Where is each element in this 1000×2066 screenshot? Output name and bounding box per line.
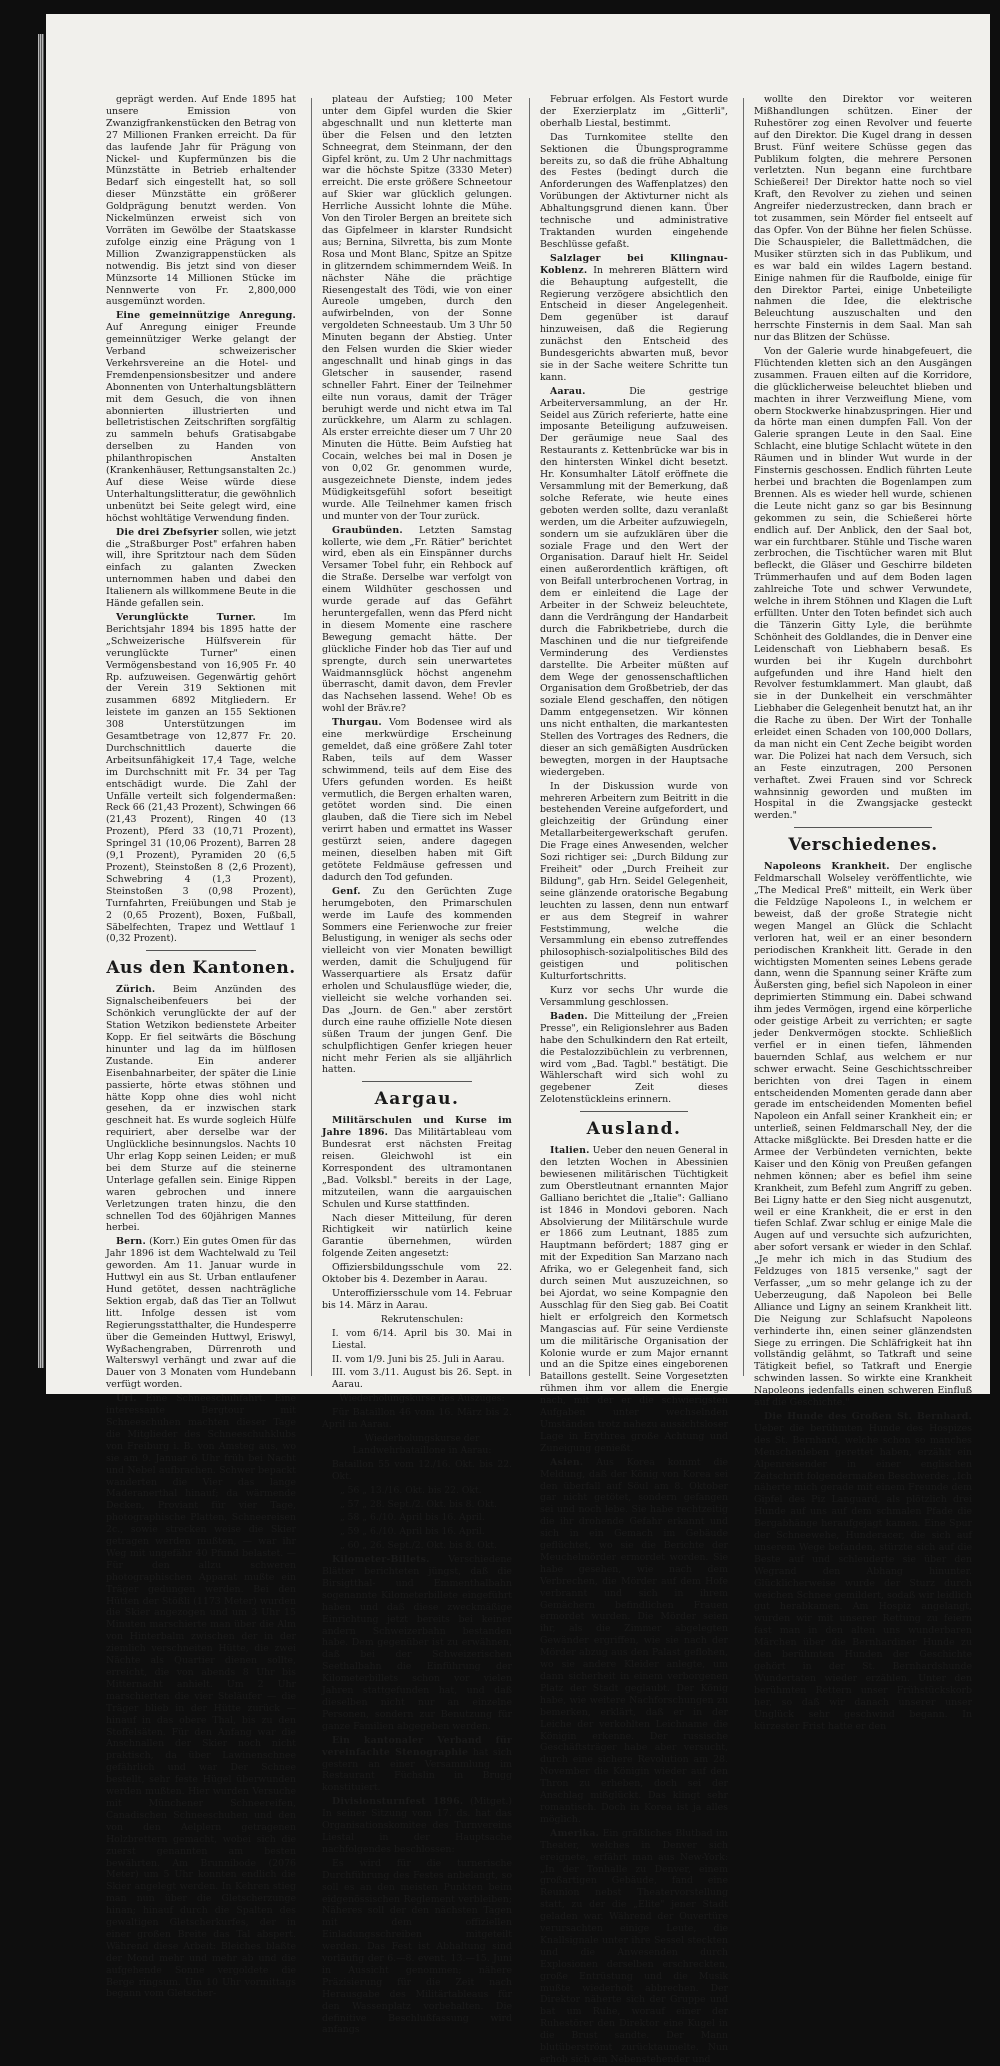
paragraph xyxy=(540,1011,728,1106)
column-rule xyxy=(311,98,312,1376)
article-heading: Bern. xyxy=(116,1236,146,1248)
list-item: Bataillon 55 vom 12./16. Okt. bis 22. Okt. xyxy=(332,1458,512,1482)
article-text: Ueber den neuen General in den letzten Wochen in Abessinien bewiesenen militärischen Tüchtigkeit zum Oberstleutnant ernannten Major Galliano berichtet die „Italie": Galliano ist 1846 in Mondovi geboren. Nach Absolvierung der Militärschule wurde er 1866 zum Leutnant, 1885 zum Hauptmann befördert; 1887 ging er mit der Expedition San Marzano nach Afrika, wo er Gelegenheit fand, sich durch seinen Mut auszuzeichnen, so bei Ajordat, wo seine Kompagnie den Ausschlag für den Sieg gab. Bei Coatit hielt er erfolgreich den Kormetsch Mangascias auf. Für seine Verdienste um die militärische Organisation der Kolonie wurde er zum Major ernannt und an die Spitze eines eingeborenen Bataillons gestellt. Seine Vorgesetzten rühmen ihm vor allem die Energie nach, mit der er die schwierigsten Aufgaben unter wechselnden Umständen trotz nahezu aussichtsloser Lage in Erythrea große Achtung und Zuneigung genießt. xyxy=(540,1145,728,1454)
article-text: Ein gräßliches Blutbad im Theater, welches in Denver sich ereignete, erfährt man aus New-York: „In der Tonhalle zu Denver, einem großartigen Gebäude, fand eine Reunion nebst Theatervorstellung statt, zu der die „Elite" jener Stadt geladen war. Während der Ouvertüre verursachten einige Leute, die Knallsignale unter ihre Sessel steckten und die Anwesenden durch Explosionen derselben erschreckten, große Entrüstung und die Musik mußte wiederholt abbrechen. Der Direktor näherte sich der Gruppe und bat um Ruhe, worauf einer der Ruhestörer den Direktor eine Kugel in die Brust sandte. Der Mann blutüberströmt zurücktaumelte. Nun erhob sich ein Nebenstehender und xyxy=(540,1827,728,2065)
separator xyxy=(580,1111,688,1112)
list-item: „ 56 „ 13./16. Okt. bis 22. Okt. xyxy=(340,1484,482,1496)
column-rule xyxy=(529,98,530,1376)
paragraph xyxy=(106,310,296,524)
list-item: III. vom 3./11. August bis 26. Sept. in Aarau. xyxy=(332,1367,512,1391)
paragraph: Für Bataillon 46 vom 16. März bis 2. April in Aarau. xyxy=(322,1407,512,1431)
article-heading: Eine gemeinnützige Anregung. xyxy=(116,310,296,322)
article-text: (Mitget.) In seiner Sitzung vom 17. ds. hat das Organisationskomitee des Turnvereins Liestal in der Hauptsache nachfolgendes beschlossen: xyxy=(322,1796,512,1855)
list-item: „ 59 „ 6./10. April bis 16. April. xyxy=(340,1526,485,1538)
article-heading: Genf. xyxy=(332,885,361,897)
article-text: Die Mitteilung der „Freien Presse", ein Religionslehrer aus Baden habe den Schulkindern den Rat erteilt, die Pestalozzibüchlein zu verbrennen, wird vom „Bad. Tagbl." bestätigt. Die Wählerschaft wird sich wohl zu gegebener Zeit dieses Zelotenstückleins erinnern. xyxy=(540,1010,728,1106)
article-text: Eine Schneeschuhfahrt. Eine interessante Bergtour mit Schneeschuhen machten dieser Tage die Mitglieder des Schneeschuhklubs von Freiburg i. B. von Amsteg aus, wo sie am 9. Januar 6 Uhr früh bei Nacht und Nebel aufbrachen. Schwer bepackt wanderten die Vier das lange Maderanerthal hinauf; da wärmende Decken, Proviant für vier Tage, photographische Platten, Schneereisen 2c., sowie strecken weise die Skier getragen werden mußten, — war ihr Weg mit ungefähr 40 Pfund belastet. — Für den allzu schweren photographischen Apparat mußte ein Träger gedungen werden. Bei den Hütten der Stößli (1173 Meter) wurden die Skier angezogen und um 3 Uhr 15 Minuten marschierte man über die Alm von Hinterbalm zwischen der in der ziemlich verschneiten Hütte, die zwei Nächte als Quartier dienen sollte, erreicht, die von abends 8 Uhr bis Mitternacht anhielt. Um 2 Uhr marschierten die vier Steläufer — die Träger blieb in der Hütte zurück — hinauf in das obere Thal, bis zu den Stoffelsäten. Für den Anfang war die Anschnallen der Skier noch nicht praktisch, da über Lawinenschnee gefährlich und war Der Schnee bestellt, sehr feste Hügel überwunden werden mußten. Hier wurden Versuche mit Münchener Schneereifen, Canadischen Schneeschuhen und den von den Aelplern getragenen Holzbrettern gemacht, wobei sich die zuerst genannten am besten bewährten. Am Brunnibode (2076 Meter) um 5 Uhr konnten endlich die Skier angelegt werden. In Kehren stieg man nun über die Gletscherzunge hinan; hinauf durch die Spalten des gewaltigen Gletscherkurfes, der in einer großen Breite das Tal abspert. Während diese Arbeit: Bleiches blaßte der Mond mehr und mehr ab und die aufgehende Sonne vergoldete die Berge ringsum. Um 10 Uhr vormittags begann vom Gletscher- xyxy=(106,1393,296,2000)
separator xyxy=(362,1081,472,1082)
paragraph: Februar erfolgen. Als Festort wurde der Exerzierplatz im „Gitterli", oberhalb Liestal, bestimmt. xyxy=(540,94,728,129)
list-item: „ 60 „ 26. Sept./2. Okt. bis 8. Okt. xyxy=(340,1540,497,1552)
paragraph xyxy=(106,1393,296,2000)
article-text: Das Militärtableau vom Bundesrat erst nächsten Freitag reisen. Gleichwohl ist ein Korrespondent des ultramontanen „Bad. Volksbl." bereits in der Lage, mitzuteilen, wann die aargauischen Schulen und Kurse stattfinden. xyxy=(322,1127,512,1210)
list-heading: Rekrutenschulen: xyxy=(380,1313,464,1325)
paragraph xyxy=(754,861,972,1409)
article-text: In mehreren Blättern wird die Behauptung aufgestellt, die Regierung verzögere absichtlich den Entscheid in dieser Angelegenheit. Dem gegenüber ist darauf hinzuweisen, daß die Regierung zunächst den Entscheid des Bundesgerichts abwarten muß, bevor sie in der Sache weitere Schritte tun kann. xyxy=(540,264,728,383)
article-text: hat sich gestern an einer Versammlung im Restaurant Füchslin in Brugg konstituiert. xyxy=(322,1746,512,1794)
section-heading-ausland: Ausland. xyxy=(586,1119,682,1140)
article-heading: Napoleons Krankheit. xyxy=(764,861,890,873)
paragraph xyxy=(106,1236,296,1391)
article-heading: Aarau. xyxy=(550,385,586,397)
list-heading: Wiederholungskurse des Auszuges: xyxy=(339,1393,505,1405)
paragraph xyxy=(322,717,512,884)
article-text: (Korr.) Ein gutes Omen für das Jahr 1896 ist dem Wachtelwald zu Teil geworden. Am 11. Januar wurde in Huttwyl ein aus St. Urban entlaufener Hund getötet, dessen nachträgliche Sektion ergab, daß das Tier an Tollwut litt. Infolge dessen ist vom Regierungsstatthalter, die Hundesperre über die Gemeinden Huttwyl, Eriswyl, Wyßachengraben, Dürrenroth und Walterswyl verhängt und zwar auf die Dauer von 3 Monaten vom Hundebann verfügt worden. xyxy=(106,1236,297,1391)
article-heading: Baden. xyxy=(550,1010,588,1022)
article-heading: Verunglückte Turner. xyxy=(116,611,257,623)
column-4 xyxy=(754,94,973,1732)
article-heading: Die drei Zbefsyrier xyxy=(116,526,219,538)
paragraph xyxy=(322,1735,512,1795)
paragraph: Kurz vor sechs Uhr wurde die Versammlung geschlossen. xyxy=(540,985,728,1008)
list-item: I. vom 6/14. April bis 30. Mai in Liestal. xyxy=(332,1327,512,1351)
paragraph xyxy=(322,1796,512,1856)
paragraph xyxy=(106,984,296,1234)
article-heading: Die Hunde des Großen St. Bernhard. xyxy=(764,1410,972,1422)
list-heading: Wiederholungskurse der Landwehrbataillone in Aarau: xyxy=(352,1432,492,1456)
paragraph xyxy=(322,886,512,1077)
paragraph xyxy=(540,1457,728,1826)
paragraph xyxy=(540,1828,728,2066)
paragraph: Unteroffiziersschule vom 14. Februar bis 14. März in Aarau. xyxy=(322,1288,512,1311)
column-3 xyxy=(540,94,729,2065)
article-heading: Uri. xyxy=(116,1393,137,1405)
article-heading: Ein kantonaler Verband für vereinfachte Stenographie xyxy=(322,1734,512,1758)
paragraph xyxy=(106,527,296,610)
paragraph xyxy=(540,253,728,384)
article-heading: Salzlager bei Kllingnau-Koblenz. xyxy=(540,252,728,276)
column-1 xyxy=(106,94,297,2000)
article-heading: Divisionsturnfest 1896. xyxy=(332,1796,464,1808)
paragraph xyxy=(322,1554,512,1733)
article-text: Die gestrige Arbeiterversammlung, an der Hr. Seidel aus Zürich referierte, hatte eine imposante Beteiligung aufzuweisen. Der geräumige neue Saal des Restaurants z. Kettenbrücke war bis in den hintersten Winkel dicht besetzt. Hr. Konsumhalter Lätolf eröffnete die Versammlung mit der Bemerkung, daß solche Referate, wie heute eines geboten werden sollte, dazu veranlaßt werden, um die Arbeiter aufzuwiegeln, sondern um sie aufzuklären über die soziale Frage und den Wert der Organisation. Darauf hielt Hr. Seidel einen außerordentlich kräftigen, oft von Beifall unterbrochenen Vortrag, in dem er einleitend die Lage der Arbeiter in der Schweiz beleuchtete, dann die Verdrängung der Handarbeit durch die Fabrikbetriebe, durch die Maschinen und die nur tiefgreifende Verminderung des Verdienstes darstellte. Die Arbeiter müßten auf dem Wege der genossenschaftlichen Organisation dem Großbetrieb, der das soziale Elend geschaffen, den nötigen Damm entgegensetzen. Wir können uns nicht enthalten, die markantesten Stellen des Vortrages des Redners, die dieser an sich gemäßigten Ausdrücken bewegten, morgen in der Hauptsache wiedergeben. xyxy=(540,385,728,778)
column-2 xyxy=(322,94,513,2036)
paragraph xyxy=(106,612,296,945)
article-heading: Kilometer-Billets. xyxy=(332,1554,430,1566)
article-heading: Militärschulen und Kurse im Jahre 1896. xyxy=(322,1115,512,1139)
article-text: Verschiedene Blätter berichteten jüngst, daß die Birsigtthal- und Emmenthalbahn sogenannte Kilometerbillete eingeführt haben und daß diese zweckmäßige Einrichtung jetzt bereits bei keiner andern Schweizerbahn bestanden habe. Dem gegenüber ist zu erwähnen, daß bei der Schweizerischen Seethalbahn die Einführung der Kilometerbillets schon vor vielen Jahren stattgefunden hat, und daß dieselben nicht nur an einzelne Personen, sondern zur Benutzung für ganze Familien abgegeben werden. xyxy=(322,1554,512,1732)
list-item: „ 57 „ 28. Sept./2. Okt. bis 8. Okt. xyxy=(340,1498,497,1510)
article-text: Beim Anzünden des Signalscheibenfeuers bei der Schönkich verunglückte der auf der Station Wetzikon bedienstete Arbeiter Kopp. Er fiel seitwärts die Böschung hinunter und lag da im hülflosen Zustande. Ein anderer Eisenbahnarbeiter, der später die Linie passierte, hörte etwas stöhnen und hätte Kopp ohne dies wohl nicht gesehen, da er inzwischen stark geschneit hat. Es wurde sogleich Hülfe requiriert, aber derselbe war der Unglückliche besinnungslos. Nachts 10 Uhr erlag Kopp seinen Leiden; er muß bei dem Sturze auf die steinerne Unterlage gefallen sein. Einige Rippen waren gebrochen und innere Verletzungen traten hinzu, die den schnellen Tod des 60jährigen Mannes herbei. xyxy=(106,984,296,1234)
paragraph xyxy=(322,1115,512,1210)
paragraph: plateau der Aufstieg; 100 Meter unter dem Gipfel wurden die Skier abgeschnallt und nun kletterte man über die Felsen und den letzten Schneegrat, dem Steinmann, der den Gipfel krönt, zu. Um 2 Uhr nachmittags war die höchste Spitze (3330 Meter) erreicht. Die erste größere Schneetour auf Skier war glücklich gelungen. Herrliche Aussicht lohnte die Mühe. Von den Tiroler Bergen an breitete sich das Gipfelmeer in klarster Rundsicht aus; Bernina, Silvretta, bis zum Monte Rosa und Mont Blanc, Spitze an Spitze in glitzerndem schimmerndem Weiß. In nächster Nähe die prächtige Riesengestalt des Tödi, wie von einer Aureole umgeben, durch den aufwirbelnden, von der Sonne vergoldeten Schneestaub. Um 3 Uhr 50 Minuten begann der Abstieg. Unter den Felsen wurden die Skier wieder angeschnallt und hinab gings in das Gletscher in sausender, rasend schneller Fahrt. Einer der Teilnehmer eilte nun voraus, damit der Träger beruhigt werde und nicht etwa im Tal zurückkehre, um Alarm zu schlagen. Als erster erreichte dieser um 7 Uhr 20 Minuten die Hütte. Beim Aufstieg hat Cocain, welches bei mal in Dosen je von 0,02 Gr. genommen wurde, ausgezeichnete Dienste, indem jedes Müdigkeitsgefühl sofort beseitigt wurde. Alle Teilnehmer kamen frisch und munter von der Tour zurück. xyxy=(322,94,512,522)
article-text: Vom Bodensee wird als eine merkwürdige Erscheinung gemeldet, daß eine größere Zahl toter Raben, teils auf dem Wasser schwimmend, teils auf dem Eise des Ufers gefunden worden. Es heißt vermutlich, die Bergen erhalten waren, getötet worden sind. Die einen glauben, daß die Tiere sich im Nebel verirrt haben und ermattet ins Wasser gestürzt seien, andere dagegen meinen, dieselben haben mit Gift getötete Feldmäuse gefressen und dadurch den Tod gefunden. xyxy=(322,717,512,883)
paragraph: wollte den Direktor vor weiteren Mißhandlungen schützen. Einer der Ruhestörer zog einen Revolver und feuerte auf den Direktor. Die Kugel drang in dessen Brust. Fünf weitere Schüsse gegen das Publikum folgten, die mehrere Personen verletzten. Nun begann eine furchtbare Schießerei! Der Direktor hatte noch so viel Kraft, den Revolver zu ziehen und seinen Angreifer niederzustrecken, dann brach er tot zusammen, sein Mörder fiel entseelt auf das Opfer. Von der Bühne her fielen Schüsse. Die Schauspieler, die Ballettmädchen, die Musiker stürzten sich in das Publikum, und es war bald ein wildes Lagern bestand. Einige nahmen für die Raufbolde, einige für den Direktor Partei, einige Unbeteiligte nahmen die Idee, die elektrische Beleuchtung auszuschalten und den herrschte Finsternis in dem Saal. Man sah nur das Blitzen der Schüsse. xyxy=(754,94,972,344)
list-item: „ 58 „ 6./10. April bis 16. April. xyxy=(340,1512,485,1524)
article-text: Der englische Feldmarschall Wolseley veröffentlichte, wie „The Medical Preß" mitteilt, ein Werk über die Feldzüge Napoleons I., in welchem er beweist, daß der große Strategie nicht wegen Mangel an Glück die Schlacht verloren hat, weil er an einer besondern periodischen Krankheit litt. Gerade in den wichtigsten Momenten seines Lebens gerade dann, wenn die Spannung seiner Kräfte zum Äußersten ging, befiel sich Napoleon in einer deprimierten Stimmung ein. Dabei schwand ihm jedes Vermögen, irgend eine körperliche oder geistige Arbeit zu verrichten; er sagte jeder Denkvermögen stockte. Schließlich verfiel er in einen tiefen, lähmenden bauernden Schlaf, aus welchem er nur schwer erwacht. Seine Geschichtsschreiber berichten von drei Tagen in einem entscheidenden Momenten gerade dann aber gerade im entscheidenden Momenten befiel Napoleon ein Anfall seiner Krankheit ein; er unterließ, seinen Feldmarschall Ney, der die Attacke mißglückte. Bei Dresden hatte er die Armee der Verbündeten vernichten, bekte Kaiser und den König von Preußen gefangen nehmen können; aber es befiel ihm seine Krankheit, zum Befehl zum Angriff zu geben. Bei Ligny hatte er den Sieg nicht ausgenutzt, weil er eine Krankheit, die er erst in den tiefen Schlaf. Zwar schlug er einige Male die Augen auf und versuchte sich aufzurichten, aber sofort versank er wieder in den Schlaf. „Je mehr ich mich in das Studium des Feldzuges von 1815 versenke," sagt der Verfasser, „um so mehr gelange ich zu der Ueberzeugung, daß Napoleon bei Belle Alliance und Ligny an seinem Krankheit litt. Die Neigung zur Schlafsucht Napoleons verhinderte ihn, einen seiner glänzendsten Siege zu erringen. Die Schläfrigkeit hat ihn vollständig gelähmt, so Tatkraft und seine Tätigkeit befiel, so Tatkraft und Energie schwinden lassen. So wirkte eine Krankheit Napoleons jedenfalls einen schweren Einfluß auf die Geschichte." xyxy=(754,861,972,1409)
paragraph xyxy=(754,1411,972,1732)
paragraph: geprägt werden. Auf Ende 1895 hat unsere Emission von Zwanzigfrankenstücken den Betrag von 27 Millionen Franken erreicht. Da für das laufende Jahr für Prägung von Nickel- und Kupfermünzen bis die Münzstätte in Betrieb erhaltender Bedarf sich eingestellt hat, so soll dieser Münzstätte ein größerer Goldprägung benutzt werden. Von Nickelmünzen erweist sich von Vorräten im Gewölbe der Staatskasse zufolge einzig eine Prägung von 1 Million Zwanzigrappenstücken als notwendig. Bis jetzt sind von dieser Münzsorte 14 Millionen Stücke im Nennwerte von Fr. 2,800,000 ausgemünzt worden. xyxy=(106,94,296,308)
article-text: Aus Korea kommt die Meldung, daß der König von Korea sei den überfall auf Söul am 8. Oktober gar nicht getötet, sondern gefangen sei und noch lebe. Sie habe rechtzeitig die ihr drohende Gefahr erkannt und sich in ein Gemach im Gebäude geflüchtet, wo sie die Berichte der Meuchelmörder ermordet worden. Sie habe gesehen, wie nach dem Verbrechen, die Mörder auf dem Hofe verbrannt und sich in ihrem Gemächern befindlichen Frauen ermordet wurden. Die Mörder seien ihr, als die Zimmer abgelegten Gewänder ergriffen, wie sie nach der Mörder abzug aus den Palast geflohen, wo sie andere Kleider anlegte, um dann sicherheit in einem verborgenen Platz der Stadt geglaubt. Der König habe, wie weitere Nachforschungen zu bemerken, erklärt, daß er in der Leiche der verkohlten Leichname die Königin erkenne. Der russische Geschäftsträger habe aber versucht, durch eine sichere Revolution am 28. November die Königin wieder auf den Thron zu erheben, doch sei der Anschlag mißglückt. Das klingt sehr romantisch. Doch in Korea ist ja alles möglich. xyxy=(540,1456,729,1825)
newspaper-page xyxy=(46,14,990,2065)
paragraph: Offiziersbildungsschule vom 22. Oktober bis 4. Dezember in Aarau. xyxy=(322,1262,512,1286)
article-text: sollen, wie jetzt die „Straßburger Post" erfahren haben will, ihre Spritztour nach dem Süden einfach zu galanten Zwecken unternommen haben und dabei den Italienern als willkommene Beute in die Hände gefallen sein. xyxy=(106,526,296,610)
paragraph: Das Turnkomitee stellte den Sektionen die Übungsprogramme bereits zu, so daß die frühe Abhaltung des Festes (bedingt durch die Anforderungen des Waffenplatzes) den Vorübungen der Aktivturner nicht als Abhaltungsgrund dienen kann. Über technische und administrative Traktanden wurden eingehende Beschlüsse gefaßt. xyxy=(540,131,728,250)
article-heading: Italien. xyxy=(550,1145,590,1157)
paragraph xyxy=(540,1145,728,1455)
section-heading-verschiedenes: Verschiedenes. xyxy=(788,835,938,856)
article-heading: Asien. xyxy=(550,1456,584,1468)
column-rule xyxy=(743,98,744,1376)
section-heading-aargau: Aargau. xyxy=(374,1089,460,1110)
article-heading: Zürich. xyxy=(116,984,156,996)
paragraph: Nach dieser Mitteilung, für deren Richtigkeit wir natürlich keine Garantie übernehmen, würden folgende Zeiten angesetzt: xyxy=(322,1212,512,1260)
article-heading: Amerika. xyxy=(550,1827,600,1839)
section-heading-kantonen: Aus den Kantonen. xyxy=(106,958,296,979)
separator xyxy=(794,827,932,828)
paragraph xyxy=(540,386,728,779)
article-text: Im Berichtsjahr 1894 bis 1895 hatte der „Schweizerische Hülfsverein für verunglückte Turner" einen Vermögensbestand von 16,905 Fr. 40 Rp. aufzuweisen. Gegenwärtig gehört der Verein 319 Sektionen mit zusammen 6892 Mitgliedern. Er leistete im ganzen an 155 Sektionen 308 Unterstützungen im Gesamtbetrage von 12,877 Fr. 20. Durchschnittlich dauerte die Arbeitsunfähigkeit 17,4 Tage, welche im Durchschnitt mit Fr. 34 per Tag entschädigt wurde. Die Zahl der Unfälle verteilt sich folgendermaßen: Reck 66 (21,43 Prozent), Schwingen 66 (21,43 Prozent), Ringen 40 (13 Prozent), Pferd 33 (10,71 Prozent), Springel 31 (10,06 Prozent), Barren 28 (9,1 Prozent), Pyramiden 20 (6,5 Prozent), Steinstoßen 8 (2,6 Prozent), Schwebring 4 (1,3 Prozent), Steinstoßen 3 (0,98 Prozent), Turnfahrten, Freiübungen und Stab je 2 (0,65 Prozent), Boxen, Fußball, Säbelfechten, Trapez und Wettlauf 1 (0,32 Prozent). xyxy=(106,611,296,945)
article-text: Letzten Samstag kollerte, wie dem „Fr. Rätier" berichtet wird, eben als ein Einspänner durchs Versamer Tobel fuhr, ein Rehbock auf die Straße. Derselbe war verfolgt von einem Wildhüter geschossen und wurde gerade auf das Gefährt heruntergefallen, wenn das Pferd nicht in diesem Momente eine raschere Bewegung gemacht hätte. Der glückliche Finder hob das Tier auf und sprengte, durch sein unerwartetes Waidmannsglück höchst angenehm überrascht, damit davon, dem Frevler das Nachsehen lassend. Wehe! Ob es wohl der Bräv.re? xyxy=(322,524,513,715)
article-text: Auf Anregung einiger Freunde gemeinnütziger Werke gelangt der Verband schweizerischer Verkehrsvereine an die Hotel- und Fremdenpensionsbesitzer und andere Abonnenten von Unterhaltungsblättern mit dem Gesuch, die von ihnen abonnierten illustrierten und belletristischen Zeitschriften sorgfältig zu sammeln behufs Gratisabgabe derselben zu Handen von philanthropischen Anstalten (Krankenhäuser, Rettungsanstalten 2c.) Auf diese Weise würde diese Unterhaltungslitteratur, die gewöhnlich unbenützt bei Seite gelegt wird, eine höchst wohltätige Verwendung finden. xyxy=(106,322,296,524)
article-heading: Thurgau. xyxy=(332,717,382,729)
paragraph: In der Diskussion wurde von mehreren Arbeitern zum Beitritt in die bestehenden Vereine aufgefordert, und gleichzeitig der Gründung einer Metallarbeitergewerkschaft gerufen. Die Frage eines Anwesenden, welcher Sozi richtiger sei: „Durch Bildung zur Freiheit" oder „Durch Freiheit zur Bildung", gab Hrn. Seidel Gelegenheit, seine glänzende oratorische Begabung leuchten zu lassen, denn nun entwarf er aus dem Stegreif in wahrer Feststimmung, welche die Versammlung ein ebenso zutreffendes philosophisch-sozialpolitisches Bild des geistigen und politischen Kulturfortschritts. xyxy=(540,780,728,983)
paragraph: Es wird für die turnerische Durchführung des Festes anbelangt, so soll es an den meisten Punkten beim eidgenössischen Reglement verbleiben; Näheres soll der den nächsten Tagen mit dem offiziellen Einladungsschreiben mitgeteilt werden. Das Fest ist Abhaltung sind vorläufig der 6.—8. event. 13.—15. Juni in Aussicht genommen; nähere Präzisierung für die Zeit nach Herausgabe des Militärtableaus für den Wassenplatz vorbehalten. Die definitive Beschlußfassung wird anfangs xyxy=(322,1857,512,2036)
article-text: Zu den Gerüchten Zuge herumgeboten, den Primarschulen werde im Laufe des kommenden Sommers eine Ferienwoche zur freier Belustigung, in weniger als sechs oder vielleicht von vier Monaten bewilligt werden, damit die Schuljugend für Wasserquartiere als Ersatz dafür erholen und Schulausflüge wieder, die, vielleicht sie welche vorhanden sei. Das „Journ. de Gen." aber zerstört durch eine rauhe offizielle Note diesen süßen Traum der jungen Genf. Die schulpflichtigen Genfer kriegen heuer nicht mehr Ferien als sie alljährlich hatten. xyxy=(322,885,512,1076)
article-text: Ueber die berühmten Hunde des Hospizes des St. Bernhard, welche schon so manches Menschenleben gerettet haben, erzählt ein Alpenreisender in einer englischen Zeitschrift folgendermaßen Beschwerde: „Ich näherte mich gerade mit einem Freunde dem Gipfel des Piz Languard, als plötzlich drei Hunde auf uns auf dem schmalen Pfade die Bergabhänge heraufgejagt kamen. Eine Spur der Schneewehe, Hunderacer, die sich auf unserem Wege befanden, stürzte sich auf die Beste auf und schleuderte sie über den Wegrand den Abhang hinunter. Glücklicherweise wurde der Sturz durch weichen Schnee gemildert, sodaß wir leidlich gut herabkamen. Am Hospiz angelangt, wurden wir mit unserer Rettung zu feiern fast man in den alten uns wunderbaren Märchen über die Bernhardiner Hunde zu den berühmten Hunden der Geschichte gehört in der St. Bernhardshunde Wundertaten wieder erzählen. Unter den berühmten Rettern unser Frühstückskorb her, so daß wir danach unserer unser Unglück sehr geschwind begann. In kürzester Frist hatte er den xyxy=(754,1422,972,1732)
paragraph xyxy=(322,525,512,716)
list-item: II. vom 1/9. Juni bis 25. Juli in Aarau. xyxy=(332,1353,505,1365)
separator xyxy=(146,950,256,951)
page-stack-edge xyxy=(38,34,44,1368)
paragraph: Von der Galerie wurde hinabgefeuert, die Flüchtenden kletten sich an den Ausgängen zusammen. Frauen eilten auf die Korridore, die glücklicherweise beleuchtet blieben und machten in ihrer Verzweiflung Miene, vom obern Stockwerke hinabzuspringen. Hier und da hörte man einen dumpfen Fall. Von der Galerie sprangen Leute in den Saal. Eine Schlacht, eine blutige Schlacht wütete in den Räumen und in blinder Wut wurde in der Finsternis geschossen. Endlich führten Leute herbei und brachten die Bogenlampen zum Brennen. Als es wieder hell wurde, schienen die Leute nicht ganz so gar bis Besinnung gekommen zu sein, die Schießerei hörte endlich auf. Der Anblick, den der Saal bot, war ein furchtbarer. Stühle und Tische waren zerbrochen, die Tischtücher waren mit Blut befleckt, die Gläser und Geschirre bildeten Trümmerhaufen und auf dem Boden lagen zahlreiche Tote und schwer Verwundete, welche in ihrem Stöhnen und Klagen die Luft erfüllten. Unter den Toten befindet sich auch die Tänzerin Gitty Lyle, die berühmte Schönheit des Goldlandes, die in Denver eine Leidenschaft von Liebhabern besaß. Es wurden bei ihr Kugeln durchbohrt aufgefunden und ihre Hand hielt den Revolver festumklammert. Man glaubt, daß sie in der Dunkelheit ein verschmähter Liebhaber die Gelegenheit benutzt hat, an ihr die Rache zu üben. Der Wirt der Tonhalle erleidet einen Schaden von 100,000 Dollars, da man nicht ein Cent Zeche beigibt worden war. Die Polizei hat nach dem Versuch, sich an Feste einzutragen, 200 Personen verhaftet. Zwei Frauen sind vor Schreck wahnsinnig geworden und mußten im Hospital in die Zwangsjacke gesteckt werden." xyxy=(754,346,973,822)
article-heading: Graubünden. xyxy=(332,524,403,536)
